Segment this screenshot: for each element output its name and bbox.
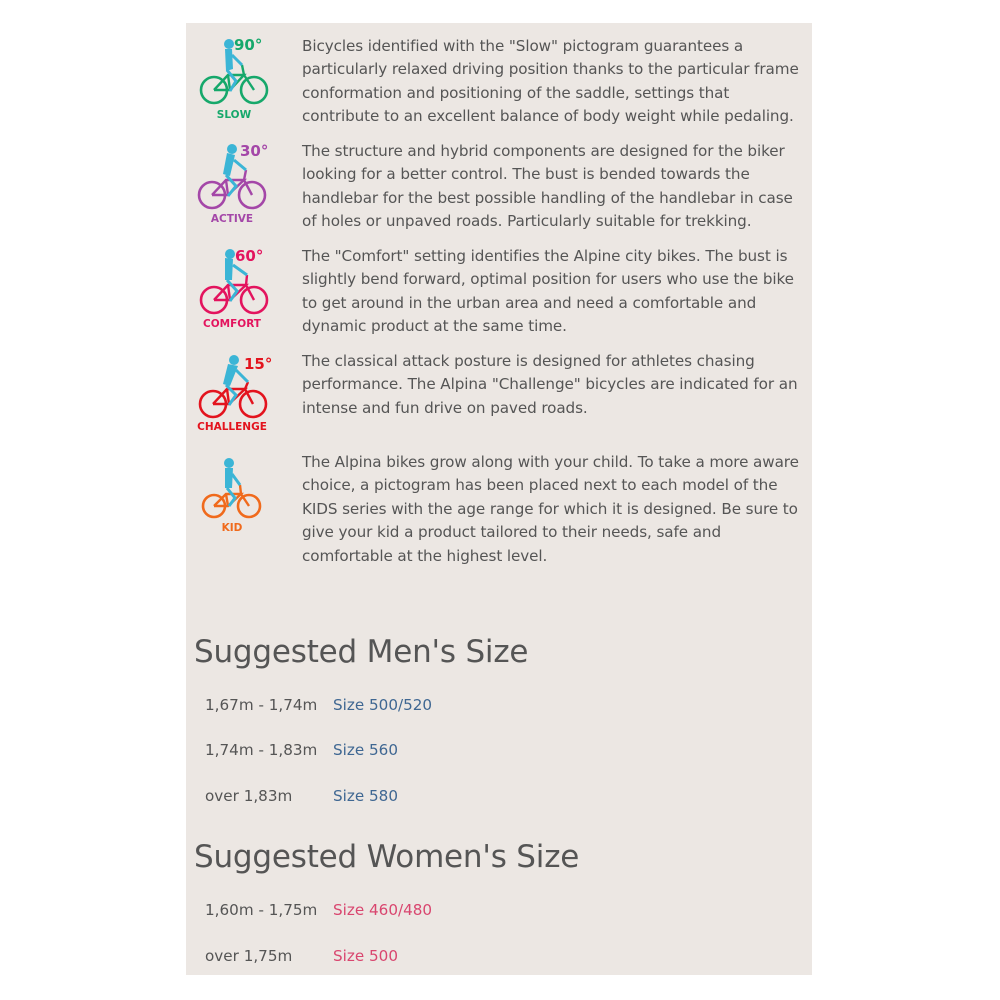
height-range: 1,67m - 1,74m <box>205 696 318 714</box>
height-range: over 1,83m <box>205 787 293 805</box>
height-range: over 1,75m <box>205 947 293 965</box>
challenge-description: The classical attack posture is designed for athletes chasing performance. The Alpina "Challenge" bicycles are indicated for an intense and fun drive on paved roads. <box>302 352 798 417</box>
svg-text:ACTIVE: ACTIVE <box>210 213 254 225</box>
active-rider-icon <box>192 140 276 232</box>
slow-description: Bicycles identified with the "Slow" pictogram guarantees a particularly relaxed driving position thanks to the particular frame conformation and positioning of the saddle, settings that contribute to an excellent balance of body weight while pedaling. <box>302 37 799 126</box>
size-link[interactable]: Size 580 <box>333 787 398 805</box>
svg-text:COMFORT: COMFORT <box>203 318 261 330</box>
size-link[interactable]: Size 500/520 <box>333 696 433 714</box>
kid-rider-icon <box>192 451 276 543</box>
svg-text:SLOW: SLOW <box>216 109 252 121</box>
slow-rider-icon <box>192 35 276 127</box>
size-link[interactable]: Size 560 <box>333 741 398 759</box>
svg-text:30°: 30° <box>240 142 269 160</box>
svg-text:90°: 90° <box>234 36 263 54</box>
bike-fit-panel <box>186 23 812 975</box>
challenge-rider-icon <box>192 350 276 442</box>
height-range: 1,74m - 1,83m <box>205 741 318 759</box>
size-link[interactable]: Size 500 <box>333 947 398 965</box>
kid-description: The Alpina bikes grow along with your child. To take a more aware choice, a pictogram has been placed next to each model of the KIDS series with the age range for which it is designed. Be sure to give your kid a product tailored to their needs, safe and comfortable at the highest level. <box>302 453 799 565</box>
comfort-rider-icon <box>192 245 276 337</box>
mens-size-title: Suggested Men's Size <box>194 634 529 670</box>
svg-text:60°: 60° <box>235 247 264 265</box>
svg-text:15°: 15° <box>244 355 273 373</box>
height-range: 1,60m - 1,75m <box>205 901 318 919</box>
svg-text:CHALLENGE: CHALLENGE <box>197 421 267 433</box>
active-description: The structure and hybrid components are designed for the biker looking for a better control. The bust is bended towards the handlebar for the best possible handling of the handlebar in case of holes or unpaved roads. Particularly suitable for trekking. <box>302 142 793 231</box>
comfort-description: The "Comfort" setting identifies the Alpine city bikes. The bust is slightly bend forward, optimal position for users who use the bike to get around in the urban area and need a comfortable and dynamic product at the same time. <box>302 247 794 336</box>
size-link[interactable]: Size 460/480 <box>333 901 433 919</box>
womens-size-title: Suggested Women's Size <box>194 839 580 875</box>
svg-text:KID: KID <box>221 522 243 534</box>
